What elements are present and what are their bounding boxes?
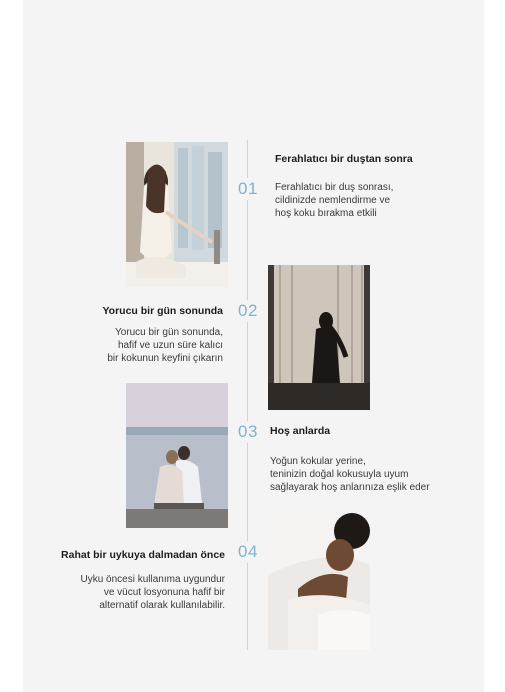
description-line: Ferahlatıcı bir duş sonrası, bbox=[275, 182, 394, 193]
description-line: hoş koku bırakma etkili bbox=[275, 208, 377, 219]
description-line: alternatif olarak kullanılabilir. bbox=[99, 600, 225, 611]
description-line: bir kokunun keyfini çıkarın bbox=[107, 353, 223, 364]
step-number-02: 02 bbox=[235, 300, 261, 322]
woman-by-window-photo bbox=[126, 142, 228, 287]
step-description-04 bbox=[80, 573, 225, 612]
description-line: teninizin doğal kokusuyla uyum bbox=[270, 469, 409, 480]
step-number-03: 03 bbox=[235, 421, 261, 443]
description-line: Yoğun kokular yerine, bbox=[270, 456, 366, 467]
step-number-01: 01 bbox=[235, 178, 261, 200]
description-line: sağlayarak hoş anlarınıza eşlik eder bbox=[270, 482, 430, 493]
description-line: ve vücut losyonuna hafif bir bbox=[103, 587, 225, 598]
description-line: cildinizde nemlendirme ve bbox=[275, 195, 391, 206]
step-description-03 bbox=[270, 455, 430, 494]
couple-by-sea-photo bbox=[126, 383, 228, 528]
description-line: hafif ve uzun süre kalıcı bbox=[117, 340, 223, 351]
step-heading-01: Ferahlatıcı bir duştan sonra bbox=[275, 153, 413, 165]
step-description-02 bbox=[107, 326, 223, 365]
timeline-line bbox=[247, 140, 248, 650]
description-line: Uyku öncesi kullanıma uygundur bbox=[80, 574, 225, 585]
woman-sleeping-photo bbox=[268, 505, 370, 650]
step-description-01 bbox=[275, 181, 393, 220]
step-number-04: 04 bbox=[235, 541, 261, 563]
step-heading-04: Rahat bir uykuya dalmadan önce bbox=[61, 549, 225, 561]
step-heading-03: Hoş anlarda bbox=[270, 425, 331, 437]
step-heading-02: Yorucu bir gün sonunda bbox=[102, 305, 223, 317]
silhouette-at-curtain-photo bbox=[268, 265, 370, 410]
description-line: Yorucu bir gün sonunda, bbox=[114, 327, 223, 338]
